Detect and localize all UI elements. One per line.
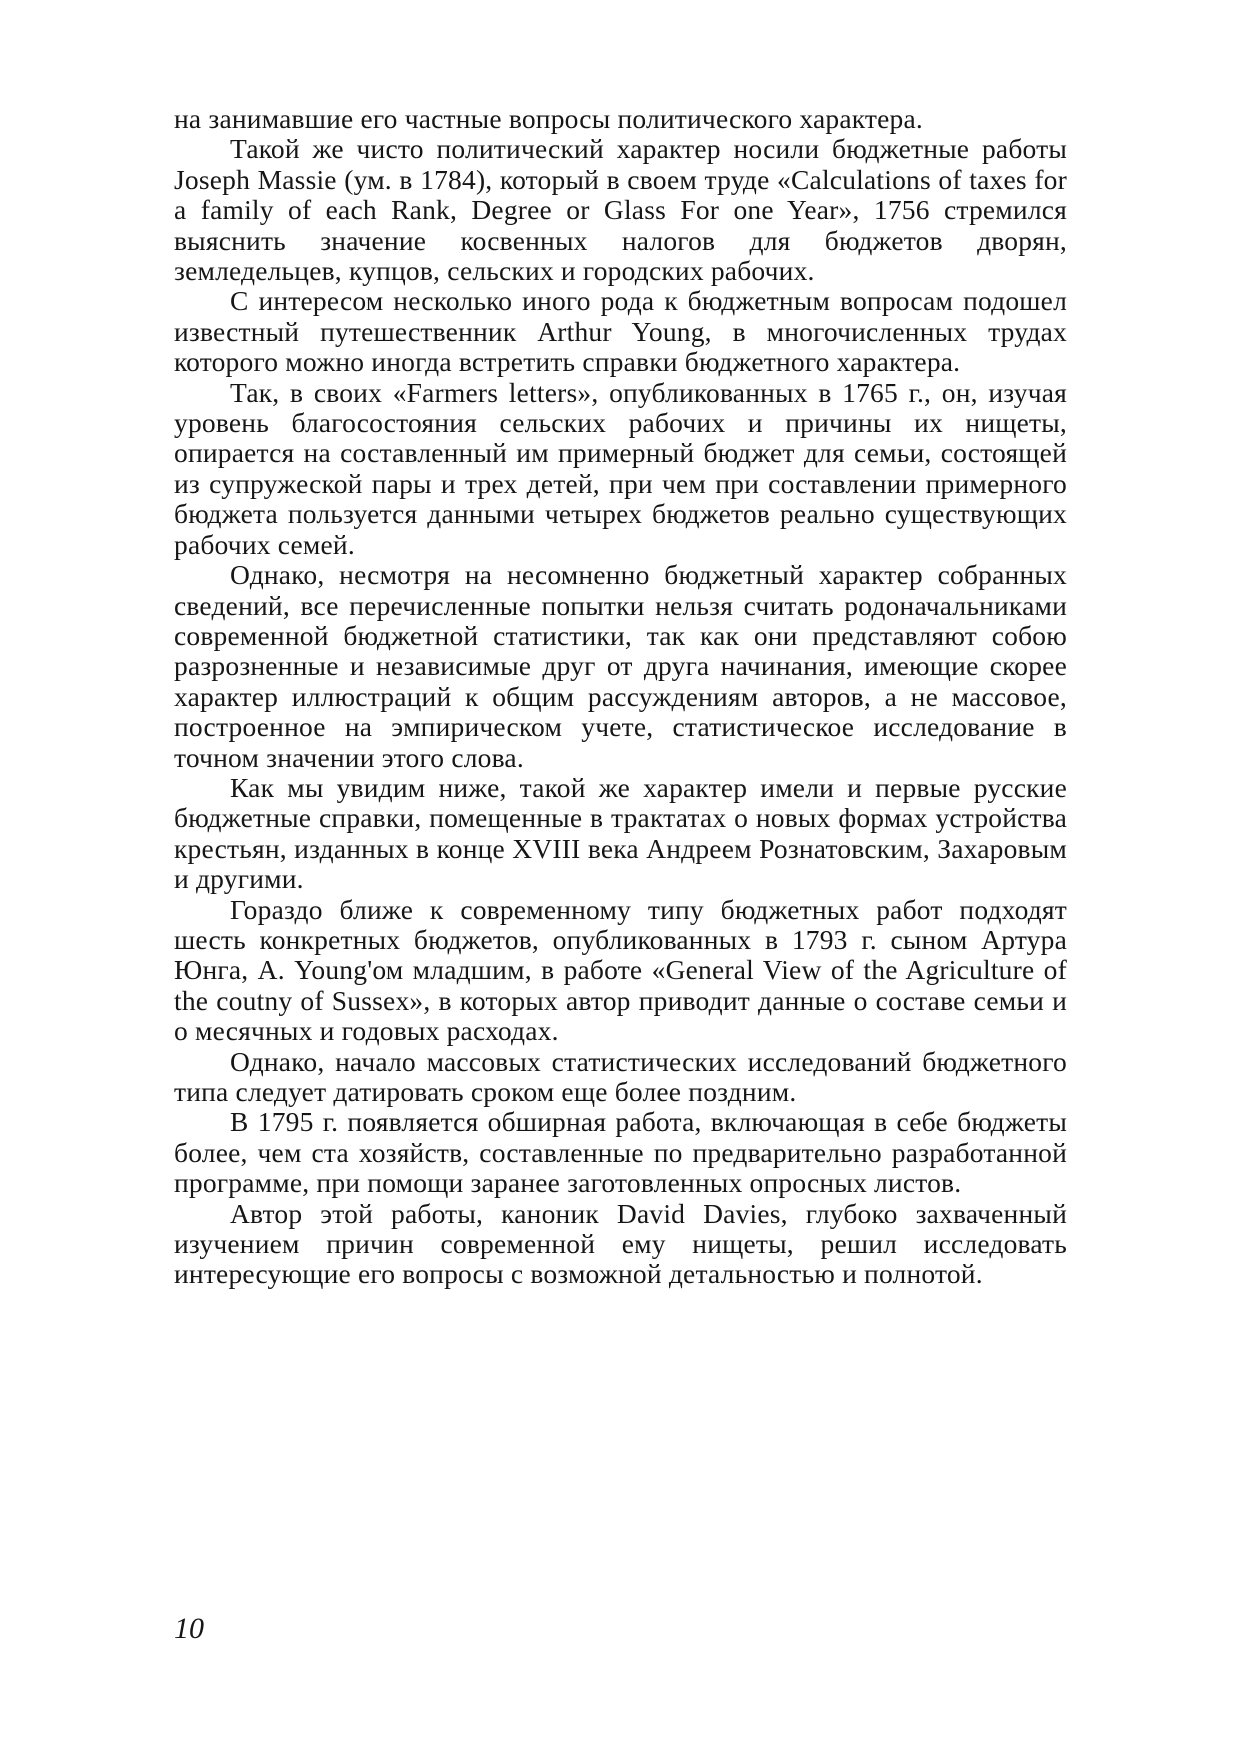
paragraph-10: Автор этой работы, каноник David Davies, глубоко захваченный изучением причин современной ему нищеты, решил исследовать интересующие его вопросы с возможной детальностью и полнотой. bbox=[174, 1197, 1067, 1290]
paragraph-1: на занимавшие его частные вопросы политического характера. bbox=[174, 103, 923, 134]
paragraph-7: Гораздо ближе к современному типу бюджетных работ подходят шесть конкретных бюджетов, опубликованных в 1793 г. сыном Артура Юнга, А. Young'ом младшим, в работе «General View of the Agriculture of the coutny of Sussex», в которых автор приводит данные о составе семьи и о месячных и годовых расходах. bbox=[174, 893, 1067, 1047]
paragraph-9: В 1795 г. появляется обширная работа, включающая в себе бюджеты более, чем ста хозяйств, составленные по предварительно разработанной программе, при помощи заранее заготовленных опросных листов. bbox=[174, 1106, 1067, 1199]
page-body bbox=[174, 104, 1067, 1290]
paragraph-6: Как мы увидим ниже, такой же характер имели и первые русские бюджетные справки, помещенные в трактатах о новых формах устройства крестьян, изданных в конце XVIII века Андреем Рознатовским, Захаровым и другими. bbox=[174, 771, 1067, 895]
paragraph-8: Однако, начало массовых статистических исследований бюджетного типа следует датировать сроком еще более поздним. bbox=[174, 1045, 1067, 1107]
page-number: 10 bbox=[174, 1612, 204, 1645]
paragraph-5: Однако, несмотря на несомненно бюджетный характер собранных сведений, все перечисленные попытки нельзя считать родоначальниками современной бюджетной статистики, так как они представляют собою разрозненные и независимые друг от друга начинания, имеющие скорее характер иллюстраций к общим рассуждениям авторов, а не массовое, построенное на эмпирическом учете, статистическое исследование в точном значении этого слова. bbox=[174, 559, 1067, 773]
paragraph-3: С интересом несколько иного рода к бюджетным вопросам подошел известный путешественник Arthur Young, в многочисленных трудах которого можно иногда встретить справки бюджетного характера. bbox=[174, 285, 1067, 378]
paragraph-2: Такой же чисто политический характер носили бюджетные работы Joseph Massie (ум. в 1784), который в своем труде «Calculations of taxes for a family of each Rank, Degree or Glass For one Year», 1756 стремился выяснить значение косвенных налогов для бюджетов дворян, земледельцев, купцов, сельских и городских рабочих. bbox=[174, 133, 1067, 287]
paragraph-4: Так, в своих «Farmers letters», опубликованных в 1765 г., он, изучая уровень благосостояния сельских рабочих и причины их нищеты, опирается на составленный им примерный бюджет для семьи, состоящей из супружеской пары и трех детей, при чем при составлении примерного бюджета пользуется данными четырех бюджетов реально существующих рабочих семей. bbox=[174, 376, 1067, 560]
